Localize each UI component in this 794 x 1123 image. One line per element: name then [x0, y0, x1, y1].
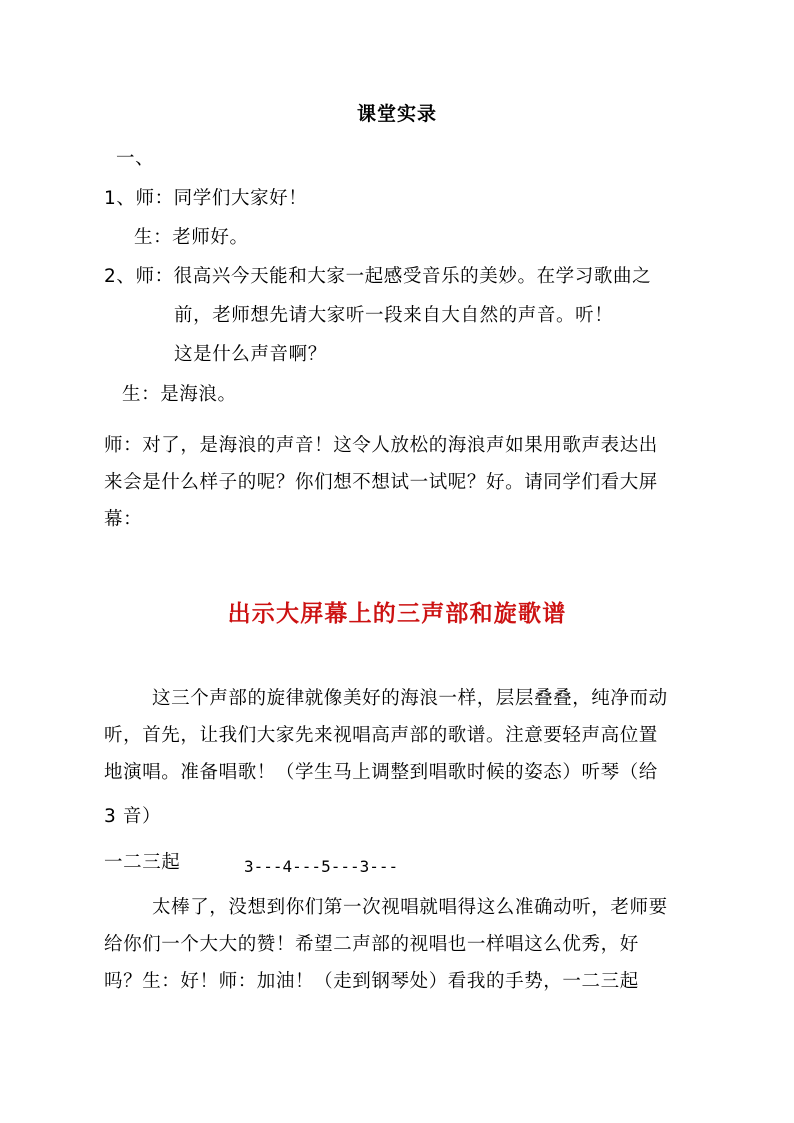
cue-label: 一二三起	[104, 852, 181, 873]
transcript-line-17: 吗？生：好！师：加油！（走到钢琴处）看我的手势，一二三起	[104, 971, 639, 992]
transcript-line-2: 生：老师好。	[134, 227, 249, 248]
transcript-line-13: 3 音）	[104, 806, 162, 827]
transcript-line-10: 这三个声部的旋律就像美好的海浪一样，层层叠叠，纯净而动	[152, 688, 668, 709]
transcript-line-4: 前，老师想先请大家听一段来自大自然的声音。听！	[174, 305, 614, 326]
transcript-line-5: 这是什么声音啊？	[174, 344, 327, 365]
transcript-line-11: 听，首先，让我们大家先来视唱高声部的歌谱。注意要轻声高位置	[104, 725, 658, 746]
transcript-line-12: 地演唱。准备唱歌！（学生马上调整到唱歌时候的姿态）听琴（给	[104, 762, 658, 783]
transcript-line-7: 师：对了，是海浪的声音！这令人放松的海浪声如果用歌声表达出	[104, 435, 658, 456]
transcript-line-8: 来会是什么样子的呢？你们想不想试一试呢？好。请同学们看大屏	[104, 472, 658, 493]
transcript-line-1: 1、师：同学们大家好！	[104, 188, 308, 209]
page-title: 课堂实录	[356, 103, 437, 125]
transcript-line-16: 给你们一个大大的赞！希望二声部的视唱也一样唱这么优秀，好	[104, 934, 639, 955]
transcript-line-15: 太棒了，没想到你们第一次视唱就唱得这么准确动听，老师要	[152, 897, 668, 918]
transcript-line-6: 生：是海浪。	[122, 384, 237, 405]
music-notation: 3---4---5---3---	[244, 857, 399, 876]
red-emphasis-heading: 出示大屏幕上的三声部和旋歌谱	[227, 601, 567, 627]
transcript-line-3: 2、师：很高兴今天能和大家一起感受音乐的美妙。在学习歌曲之	[104, 266, 652, 287]
section-marker: 一、	[116, 148, 155, 169]
transcript-line-9: 幕：	[104, 509, 143, 530]
